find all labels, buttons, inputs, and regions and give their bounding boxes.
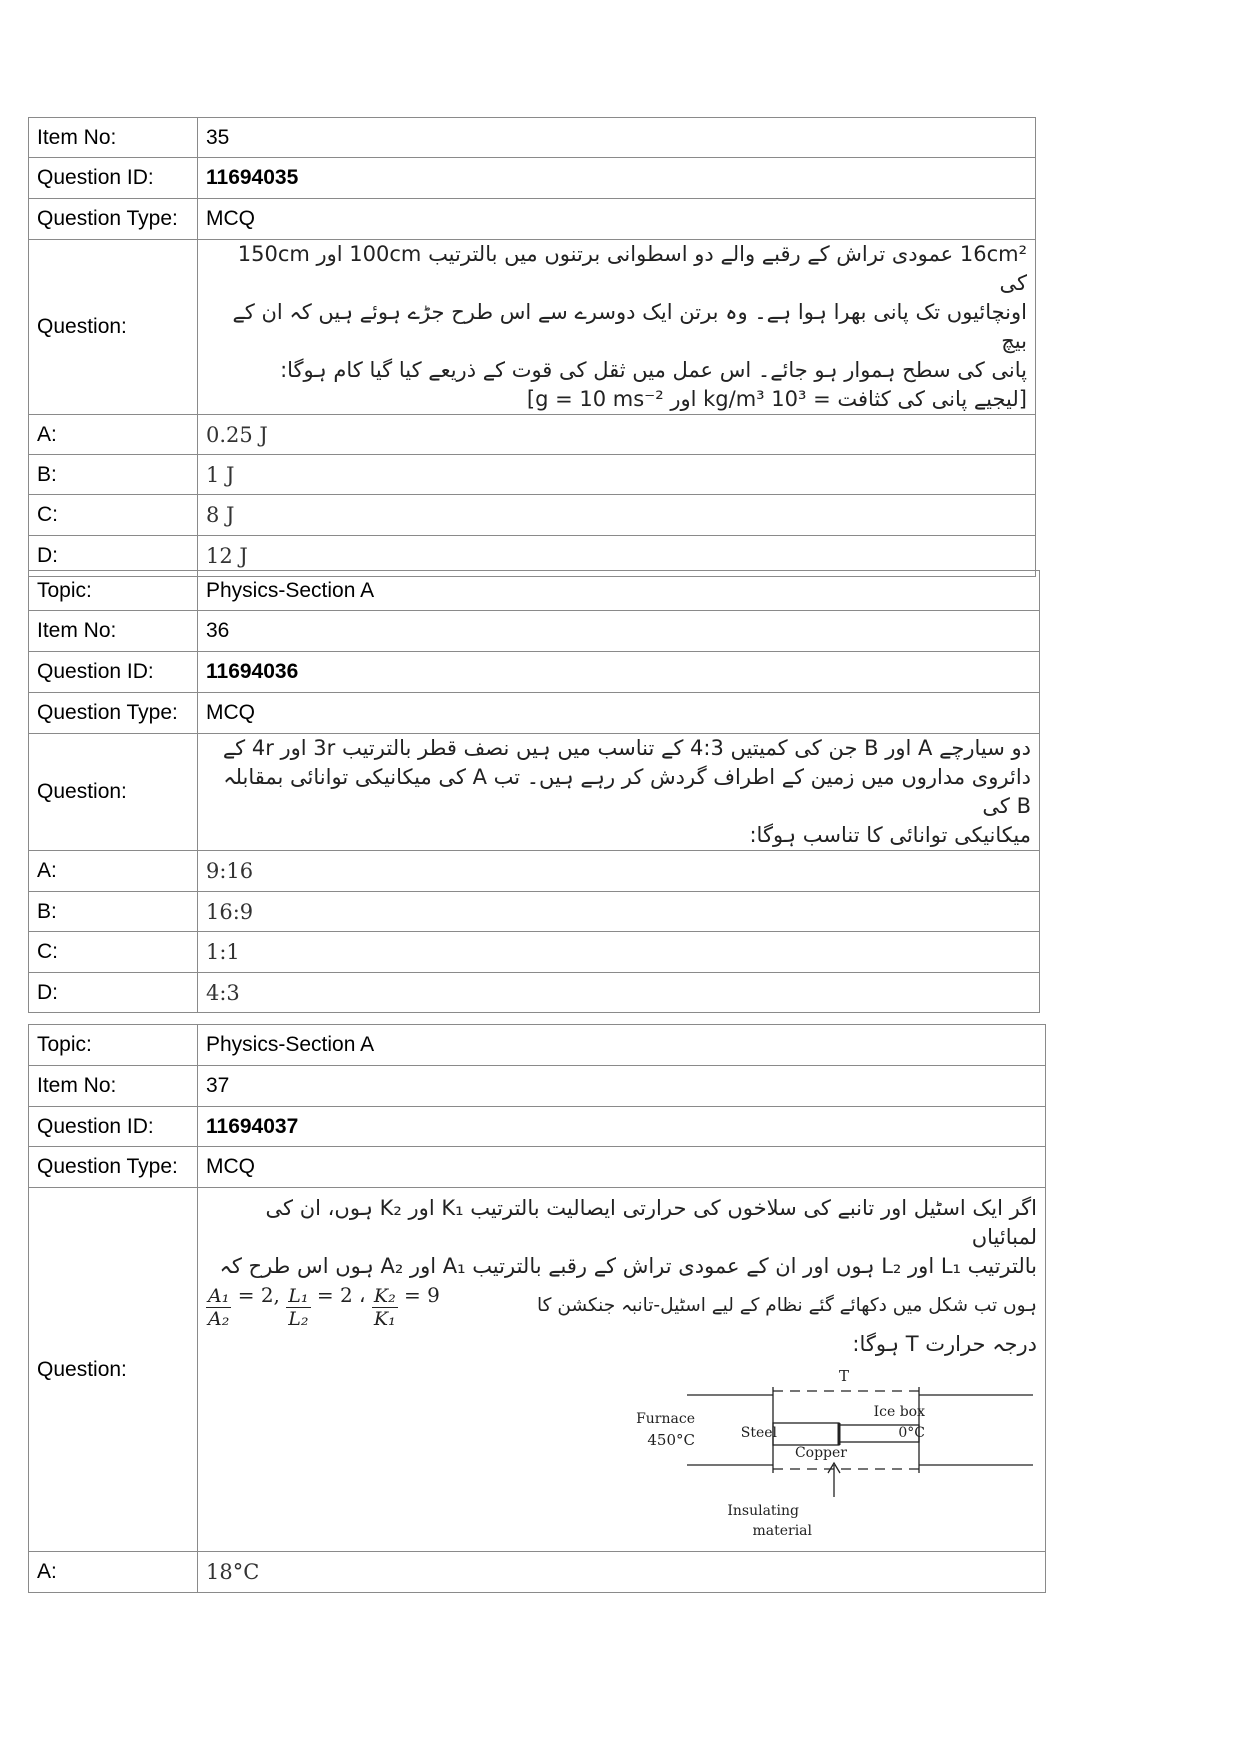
- question-table-35: [28, 117, 1036, 577]
- option-c-label: C:: [29, 495, 198, 536]
- question-label: Question:: [29, 1188, 198, 1552]
- row-option-a: [29, 1552, 1046, 1593]
- row-topic: [29, 571, 1040, 611]
- question-type-value: MCQ: [198, 693, 1040, 734]
- item-no-value: 36: [198, 611, 1040, 652]
- option-b-value: 16:9: [198, 892, 1040, 932]
- fraction-a: [206, 1285, 231, 1330]
- junction-diagram: [636, 1365, 1037, 1541]
- row-option-c: [29, 495, 1036, 536]
- row-item-no: [29, 1066, 1046, 1107]
- furnace-temp-label: 450°C: [647, 1431, 695, 1449]
- fraction-k: [372, 1285, 398, 1330]
- steel-rod: [773, 1423, 839, 1445]
- math-line: [206, 1281, 1037, 1330]
- question-id-label: Question ID:: [29, 1107, 198, 1147]
- topic-label: Topic:: [29, 571, 198, 611]
- question-text: [198, 1188, 1046, 1552]
- row-question-id: [29, 652, 1040, 693]
- question-line: اونچائیوں تک پانی بھرا ہوا ہے۔ وہ برتن ایک دوسرے سے اس طرح جڑے ہوئے ہیں کہ ان کے بیچ: [232, 300, 1027, 353]
- topic-value: Physics-Section A: [198, 571, 1040, 611]
- question-line: اگر ایک اسٹیل اور تانبے کی سلاخوں کی حرارتی ایصالیت بالترتیب K₁ اور K₂ ہوں، ان کی لمبائیاں: [265, 1196, 1037, 1249]
- item-no-label: Item No:: [29, 611, 198, 652]
- question-label: Question:: [29, 240, 198, 415]
- diagram-label-t: T: [838, 1367, 849, 1385]
- topic-label: Topic:: [29, 1025, 198, 1066]
- row-item-no: [29, 611, 1040, 652]
- option-b-value: 1 J: [198, 455, 1036, 495]
- question-id-value: 11694036: [198, 652, 1040, 693]
- question-id-value: 11694037: [198, 1107, 1046, 1147]
- question-table-37: [28, 1024, 1046, 1593]
- row-question: [29, 734, 1040, 851]
- option-a-label: A:: [29, 415, 198, 455]
- row-question-id: [29, 1107, 1046, 1147]
- question-line: 16cm² عمودی تراش کے رقبے والے دو اسطوانی برتنوں میں بالترتیب 100cm اور 150cm کی: [237, 242, 1027, 295]
- option-b-label: B:: [29, 455, 198, 495]
- row-question: [29, 1188, 1046, 1552]
- row-question-type: [29, 199, 1036, 240]
- option-a-value: 9:16: [198, 851, 1040, 892]
- row-topic: [29, 1025, 1046, 1066]
- question-type-label: Question Type:: [29, 199, 198, 240]
- row-option-b: [29, 455, 1036, 495]
- fraction-a-denominator: A₂: [208, 1308, 230, 1330]
- question-type-label: Question Type:: [29, 693, 198, 734]
- option-d-value: 12 J: [198, 536, 1036, 577]
- question-text: [198, 734, 1040, 851]
- row-option-c: [29, 932, 1040, 973]
- copper-label: Copper: [794, 1445, 847, 1461]
- insulating-label-2: material: [752, 1523, 812, 1539]
- question-text: [198, 240, 1036, 415]
- question-label: Question:: [29, 734, 198, 851]
- question-id-label: Question ID:: [29, 652, 198, 693]
- question-line: [لیجیے پانی کی کثافت = 10³ kg/m³ اور g = 10 ms⁻²]: [526, 387, 1027, 411]
- option-a-label: A:: [29, 1552, 198, 1593]
- item-no-label: Item No:: [29, 1066, 198, 1107]
- equals-2-a: = 2,: [237, 1283, 280, 1307]
- item-no-value: 35: [198, 118, 1036, 158]
- fraction-a-numerator: A₁: [208, 1285, 230, 1307]
- equals-9: = 9: [404, 1283, 440, 1307]
- row-question: [29, 240, 1036, 415]
- question-id-label: Question ID:: [29, 158, 198, 199]
- steel-label: Steel: [740, 1425, 777, 1441]
- row-option-a: [29, 851, 1040, 892]
- fraction-k-denominator: K₁: [373, 1308, 396, 1330]
- topic-value: Physics-Section A: [198, 1025, 1046, 1066]
- fraction-l: [286, 1285, 310, 1330]
- option-a-value: 18°C: [198, 1552, 1046, 1593]
- row-question-type: [29, 1147, 1046, 1188]
- option-a-label: A:: [29, 851, 198, 892]
- option-a-value: 0.25 J: [198, 415, 1036, 455]
- row-question-id: [29, 158, 1036, 199]
- question-type-value: MCQ: [198, 1147, 1046, 1188]
- option-d-label: D:: [29, 973, 198, 1013]
- question-line: بالترتیب L₁ اور L₂ ہوں اور ان کے عمودی تراش کے رقبے بالترتیب A₁ اور A₂ ہوں اس طرح کہ: [219, 1254, 1037, 1278]
- option-c-value: 1:1: [198, 932, 1040, 973]
- option-c-label: C:: [29, 932, 198, 973]
- row-option-a: [29, 415, 1036, 455]
- row-option-b: [29, 892, 1040, 932]
- question-table-36: [28, 570, 1040, 1013]
- question-line: درجہ حرارت T ہوگا:: [852, 1332, 1037, 1356]
- item-no-value: 37: [198, 1066, 1046, 1107]
- question-id-value: 11694035: [198, 158, 1036, 199]
- item-no-label: Item No:: [29, 118, 198, 158]
- row-question-type: [29, 693, 1040, 734]
- option-d-label: D:: [29, 536, 198, 577]
- fraction-l-denominator: L₂: [288, 1308, 309, 1330]
- equals-2-l: = 2 ،: [316, 1283, 366, 1307]
- icebox-temp-label: 0°C: [898, 1425, 925, 1441]
- insulating-label-1: Insulating: [727, 1503, 799, 1519]
- question-line: میکانیکی توانائی کا تناسب ہوگا:: [749, 823, 1031, 847]
- row-item-no: [29, 118, 1036, 158]
- fraction-l-numerator: L₁: [288, 1285, 309, 1307]
- question-line: ہوں تب شکل میں دکھائے گئے نظام کے لیے اسٹیل-تانبہ جنکشن کا: [537, 1295, 1037, 1316]
- furnace-label: Furnace: [636, 1411, 695, 1427]
- icebox-label: Ice box: [873, 1404, 925, 1420]
- fraction-k-numerator: K₂: [373, 1285, 396, 1307]
- question-type-label: Question Type:: [29, 1147, 198, 1188]
- option-d-value: 4:3: [198, 973, 1040, 1013]
- question-line: پانی کی سطح ہموار ہو جائے۔ اس عمل میں ثقل کی قوت کے ذریعے کیا گیا کام ہوگا:: [280, 358, 1027, 382]
- math-conditions: [206, 1281, 440, 1330]
- question-line: دو سیارچے A اور B جن کی کمیتیں 4:3 کے تناسب میں ہیں نصف قطر بالترتیب 3r اور 4r کے: [222, 736, 1031, 760]
- option-b-label: B:: [29, 892, 198, 932]
- question-type-value: MCQ: [198, 199, 1036, 240]
- row-option-d: [29, 973, 1040, 1013]
- question-line: دائروی مداروں میں زمین کے اطراف گردش کر رہے ہیں۔ تب A کی میکانیکی توانائی بمقابلہ B کی: [223, 765, 1031, 818]
- option-c-value: 8 J: [198, 495, 1036, 536]
